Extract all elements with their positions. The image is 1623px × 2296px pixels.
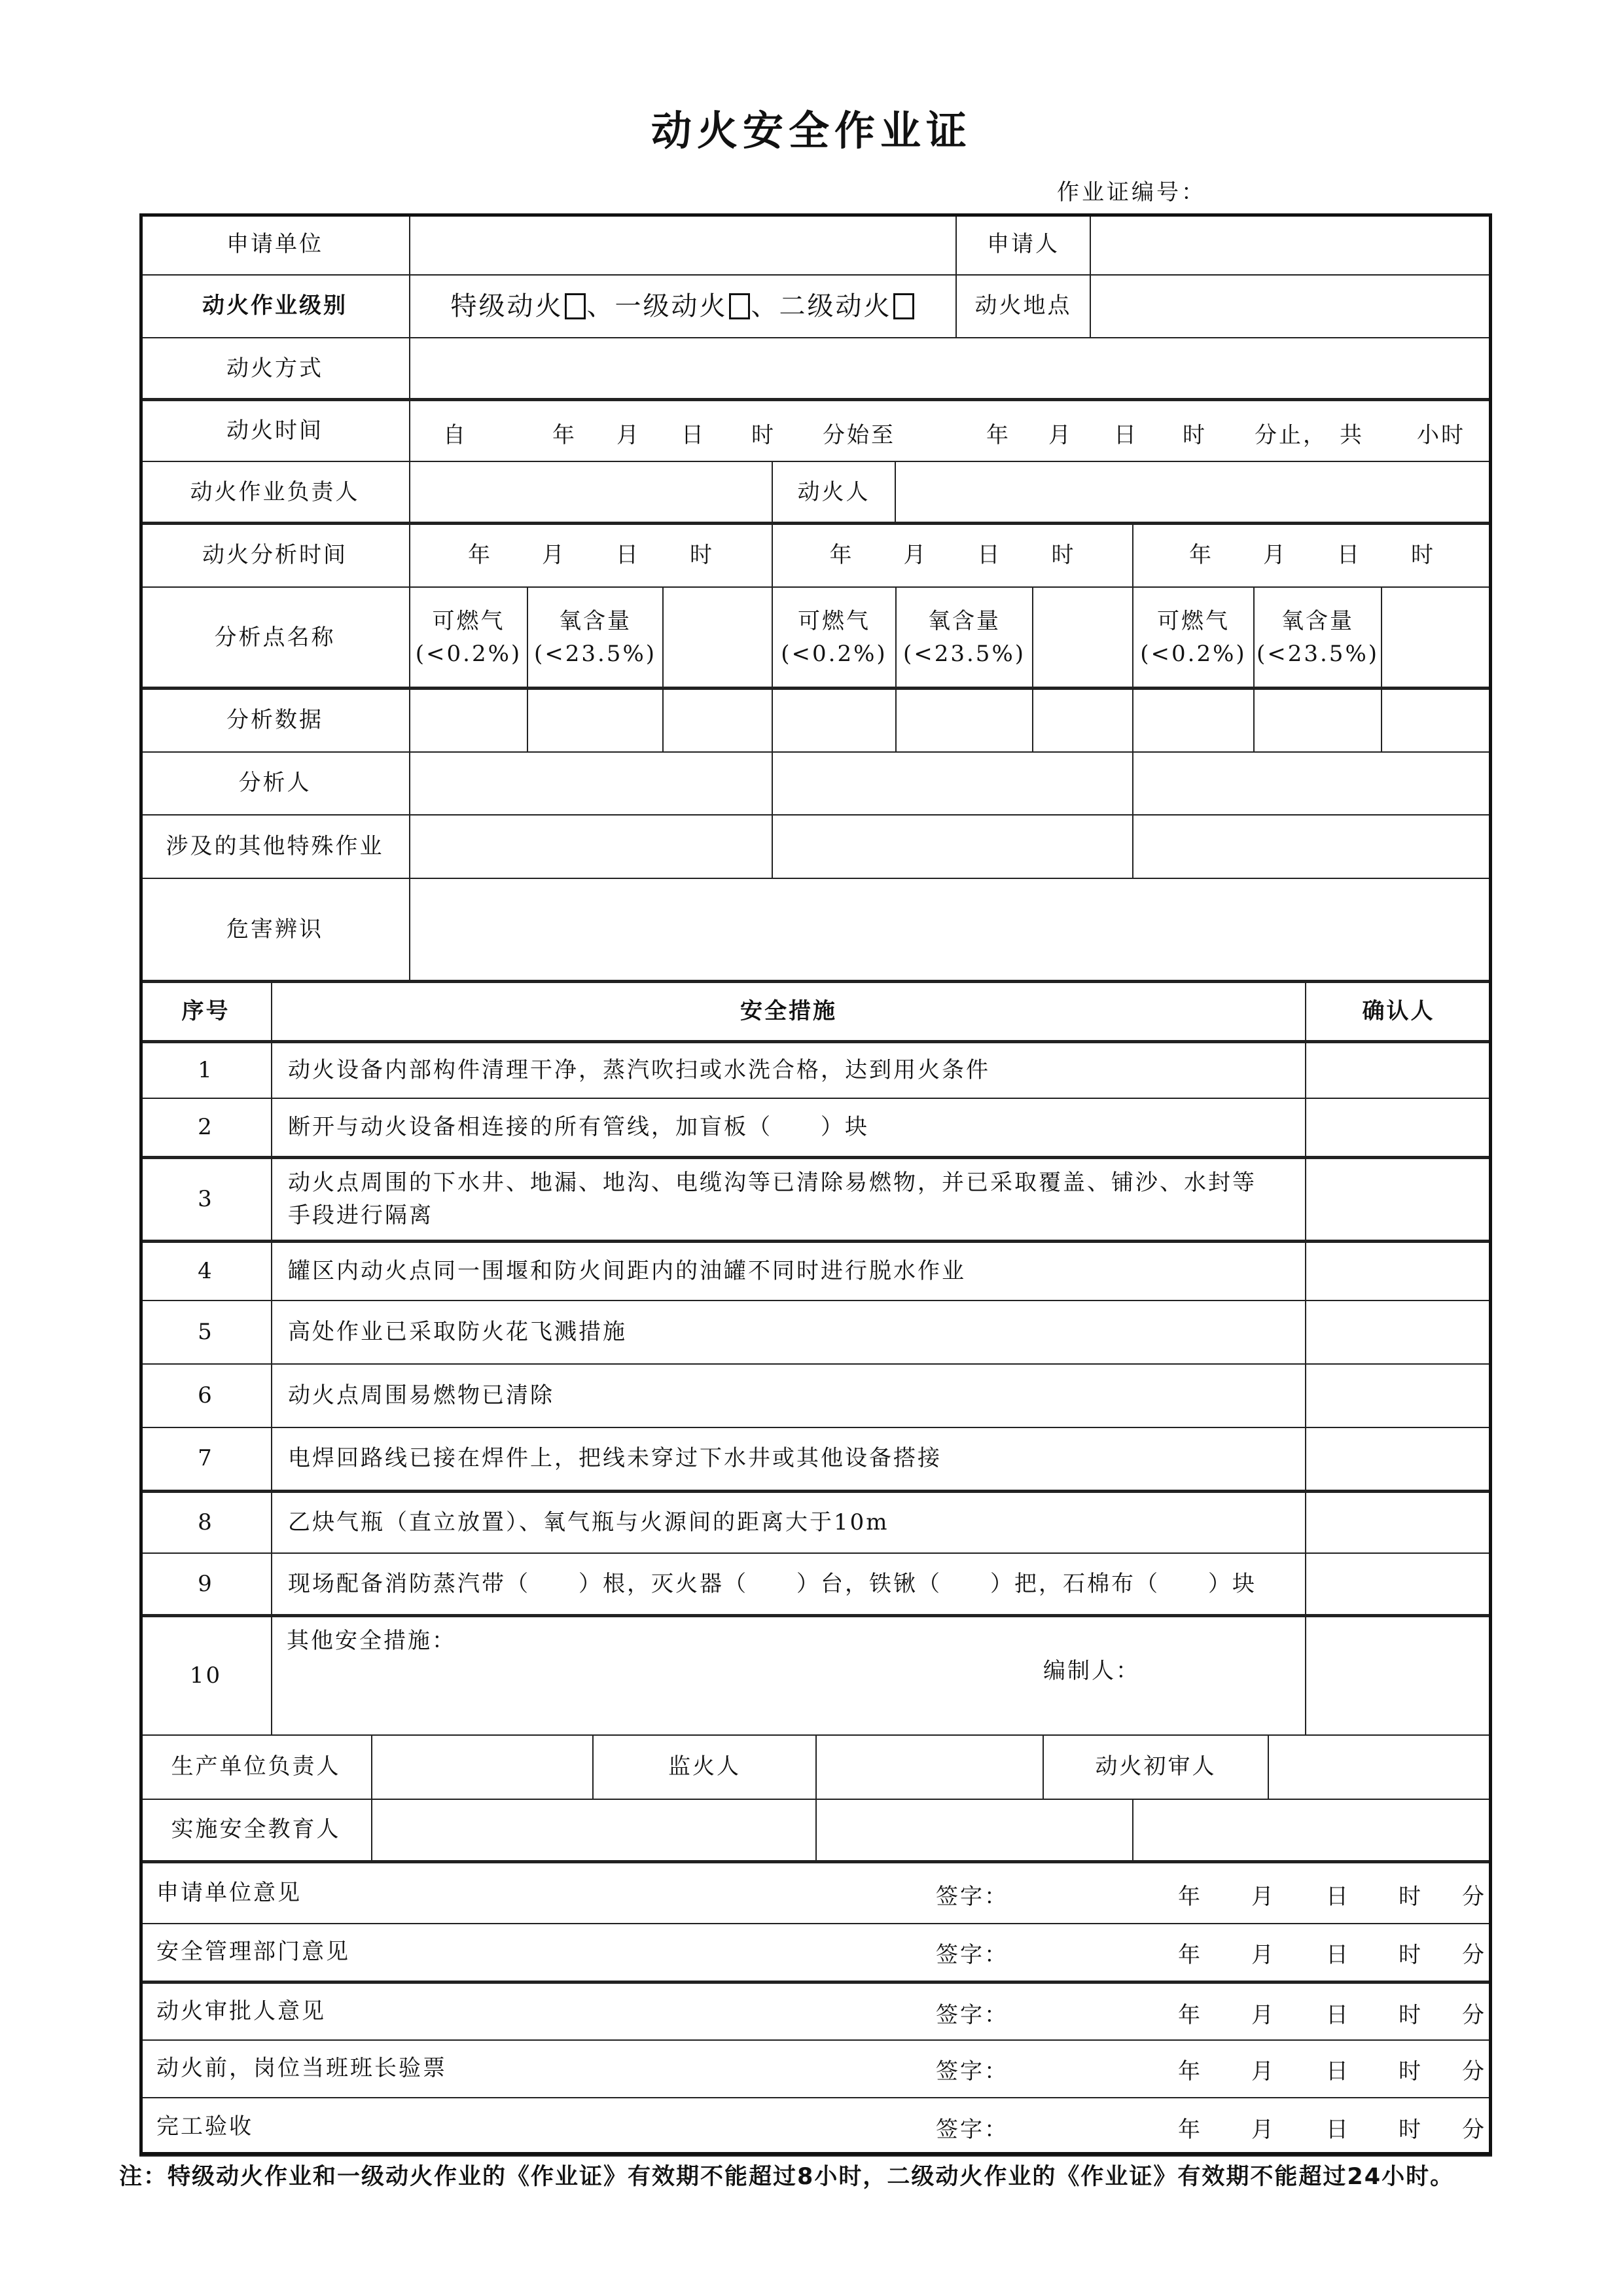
time-hours-unit: 小时: [1417, 422, 1465, 448]
analysis-data-field[interactable]: [895, 687, 1033, 753]
level-option-special: 特级动火: [450, 291, 563, 321]
approval-row[interactable]: [139, 1981, 1492, 2041]
fire-level-label: 动火作业级别: [139, 274, 410, 338]
other-measures-field[interactable]: [271, 1614, 1306, 1736]
measure-text: 电焊回路线已接在焊件上，把线未穿过下水井或其他设备搭接: [271, 1427, 1306, 1491]
time-total: 共: [1340, 422, 1364, 448]
approval-row[interactable]: [139, 1860, 1492, 1924]
safety-educator-field-3[interactable]: [1132, 1799, 1492, 1861]
approval-label: 动火前，岗位当班班长验票: [156, 2055, 447, 2082]
safety-educator-field-2[interactable]: [815, 1799, 1133, 1861]
fire-watcher-field[interactable]: [815, 1734, 1044, 1800]
analysis-time-field-3[interactable]: [1132, 522, 1492, 588]
date-part: 时: [1399, 2058, 1423, 2085]
at2-day: 日: [977, 542, 1002, 569]
measure-no: 1: [139, 1040, 272, 1099]
at1-hour: 时: [690, 542, 714, 569]
sign-label: 签字：: [936, 2002, 1008, 2028]
measure-confirmer[interactable]: [1305, 1490, 1492, 1554]
time-from: 自: [443, 422, 467, 448]
col-header-no: 序号: [139, 980, 272, 1041]
combustible-header-2: [772, 586, 897, 689]
applicant-field[interactable]: [1090, 213, 1492, 276]
measure-no: 2: [139, 1098, 272, 1157]
measure-confirmer[interactable]: [1305, 1040, 1492, 1099]
analysis-data-field[interactable]: [1253, 687, 1382, 753]
analyst-field-3[interactable]: [1132, 751, 1492, 816]
date-part: 分: [1462, 2116, 1486, 2143]
oxygen-header-3: [1253, 586, 1382, 689]
approval-row[interactable]: [139, 2039, 1492, 2098]
oxygen-label: 氧含量: [1281, 608, 1354, 635]
measure-no: 5: [139, 1300, 272, 1365]
combustible-limit: (<0.2%): [781, 640, 887, 667]
approval-row[interactable]: [139, 1923, 1492, 1982]
preliminary-reviewer-label: 动火初审人: [1043, 1734, 1269, 1800]
other-work-label: 涉及的其他特殊作业: [139, 814, 410, 879]
at3-day: 日: [1337, 542, 1361, 569]
at2-hour: 时: [1051, 542, 1076, 569]
measure-no: 6: [139, 1363, 272, 1428]
point-extra-3[interactable]: [1381, 586, 1492, 689]
approval-row[interactable]: [139, 2097, 1492, 2157]
measure-no: 9: [139, 1552, 272, 1617]
oxygen-label: 氧含量: [559, 608, 632, 635]
checkbox-second[interactable]: [893, 293, 914, 319]
measure-text: 动火设备内部构件清理干净，蒸汽吹扫或水洗合格，达到用火条件: [271, 1040, 1306, 1099]
production-leader-field[interactable]: [371, 1734, 594, 1800]
fire-watcher-label: 监火人: [592, 1734, 817, 1800]
date-part: 分: [1462, 1884, 1486, 1910]
at1-month: 月: [542, 542, 566, 569]
applicant-unit-label: 申请单位: [139, 213, 410, 276]
operator-field[interactable]: [895, 461, 1492, 524]
analysis-time-field-2[interactable]: [772, 522, 1133, 588]
sign-label: 签字：: [936, 2116, 1008, 2143]
combustible-limit: (<0.2%): [415, 640, 522, 667]
time-day: 日: [681, 422, 705, 448]
time-label: 动火时间: [139, 398, 410, 462]
measure-no: 7: [139, 1427, 272, 1491]
measure-text: 高处作业已采取防火花飞溅措施: [271, 1300, 1306, 1365]
measure-no: 8: [139, 1490, 272, 1554]
oxygen-header-2: [895, 586, 1033, 689]
analysis-data-field[interactable]: [527, 687, 664, 753]
other-work-field-1[interactable]: [409, 814, 773, 879]
date-part: 年: [1178, 2002, 1202, 2028]
date-part: 日: [1326, 2058, 1350, 2085]
location-field[interactable]: [1090, 274, 1492, 338]
page-title: 动火安全作业证: [651, 107, 972, 154]
method-label: 动火方式: [139, 337, 410, 401]
combustible-limit: (<0.2%): [1140, 640, 1247, 667]
level-option-first: 一级动火: [615, 291, 728, 321]
date-part: 分: [1462, 1942, 1486, 1968]
sign-label: 签字：: [936, 1884, 1008, 1910]
measure-text: 断开与动火设备相连接的所有管线，加盲板（ ）块: [271, 1098, 1306, 1157]
time-end-month: 月: [1048, 422, 1073, 448]
measure-text: 动火点周围的下水井、地漏、地沟、电缆沟等已清除易燃物，并已采取覆盖、铺沙、水封等手段进行隔离: [271, 1156, 1306, 1241]
approval-label: 动火审批人意见: [156, 1998, 326, 2024]
date-part: 年: [1178, 1884, 1202, 1910]
other-work-field-3[interactable]: [1132, 814, 1492, 879]
oxygen-limit: (<23.5%): [1256, 640, 1380, 667]
date-part: 月: [1251, 1942, 1275, 1968]
date-part: 日: [1326, 1884, 1350, 1910]
date-part: 时: [1399, 2002, 1423, 2028]
approval-label: 完工验收: [156, 2113, 253, 2140]
date-part: 年: [1178, 1942, 1202, 1968]
measure-text: 乙炔气瓶（直立放置）、氧气瓶与火源间的距离大于10m: [271, 1490, 1306, 1554]
combustible-label: 可燃气: [798, 608, 870, 635]
compiler-label: 编制人：: [1043, 1658, 1140, 1684]
time-end-day: 日: [1114, 422, 1138, 448]
date-part: 时: [1399, 1942, 1423, 1968]
time-start-to: 分始至: [823, 422, 895, 448]
time-year: 年: [552, 422, 577, 448]
analysis-point-label: 分析点名称: [139, 586, 410, 689]
measure-confirm-10[interactable]: [1305, 1614, 1492, 1736]
measure-confirmer[interactable]: [1305, 1156, 1492, 1241]
at3-year: 年: [1189, 542, 1213, 569]
measure-no-10: 10: [139, 1614, 272, 1736]
approval-label: 申请单位意见: [156, 1879, 302, 1906]
combustible-label: 可燃气: [432, 608, 505, 635]
analyst-field-1[interactable]: [409, 751, 773, 816]
measure-confirmer[interactable]: [1305, 1098, 1492, 1157]
applicant-unit-field[interactable]: [409, 213, 957, 276]
time-end-minute: 分止，: [1255, 422, 1327, 448]
time-end-hour: 时: [1183, 422, 1207, 448]
measure-confirmer[interactable]: [1305, 1427, 1492, 1491]
safety-educator-label: 实施安全教育人: [139, 1799, 372, 1861]
combustible-header-1: [409, 586, 528, 689]
sign-label: 签字：: [936, 1942, 1008, 1968]
point-extra-1[interactable]: [662, 586, 773, 689]
analysis-time-label: 动火分析时间: [139, 522, 410, 588]
date-part: 时: [1399, 2116, 1423, 2143]
analyst-label: 分析人: [139, 751, 410, 816]
measure-text: 现场配备消防蒸汽带（ ）根，灭火器（ ）台，铁锹（ ）把，石棉布（ ）块: [271, 1552, 1306, 1617]
analyst-field-2[interactable]: [772, 751, 1133, 816]
footnote: 注：特级动火作业和一级动火作业的《作业证》有效期不能超过8小时，二级动火作业的《作业证》有效期不能超过24小时。: [119, 2164, 1455, 2190]
at1-year: 年: [468, 542, 492, 569]
date-part: 时: [1399, 1884, 1423, 1910]
date-part: 分: [1462, 2002, 1486, 2028]
approval-label: 安全管理部门意见: [156, 1939, 350, 1965]
date-part: 年: [1178, 2116, 1202, 2143]
analysis-data-field[interactable]: [772, 687, 897, 753]
at3-month: 月: [1263, 542, 1287, 569]
analysis-time-field-1[interactable]: [409, 522, 773, 588]
point-extra-2[interactable]: [1032, 586, 1133, 689]
oxygen-label: 氧含量: [928, 608, 1001, 635]
leader-label: 动火作业负责人: [139, 461, 410, 524]
at2-year: 年: [829, 542, 854, 569]
time-end-year: 年: [986, 422, 1010, 448]
analysis-data-field[interactable]: [1381, 687, 1492, 753]
measure-no: 3: [139, 1156, 272, 1241]
time-field[interactable]: [409, 398, 1492, 462]
at2-month: 月: [903, 542, 928, 569]
analysis-data-label: 分析数据: [139, 687, 410, 753]
preliminary-reviewer-field[interactable]: [1268, 1734, 1492, 1800]
date-part: 月: [1251, 2058, 1275, 2085]
leader-field[interactable]: [409, 461, 773, 524]
oxygen-limit: (<23.5%): [902, 640, 1026, 667]
measure-confirmer[interactable]: [1305, 1363, 1492, 1428]
other-work-field-2[interactable]: [772, 814, 1133, 879]
combustible-label: 可燃气: [1157, 608, 1230, 635]
safety-educator-field-1[interactable]: [371, 1799, 817, 1861]
operator-label: 动火人: [772, 461, 896, 524]
oxygen-limit: (<23.5%): [533, 640, 657, 667]
col-header-measure: 安全措施: [271, 980, 1306, 1041]
at1-day: 日: [616, 542, 640, 569]
date-part: 月: [1251, 2002, 1275, 2028]
date-part: 日: [1326, 2002, 1350, 2028]
level-option-second: 二级动火: [779, 291, 892, 321]
checkbox-special[interactable]: [565, 293, 586, 319]
measure-confirmer[interactable]: [1305, 1240, 1492, 1301]
combustible-header-3: [1132, 586, 1255, 689]
date-part: 月: [1251, 1884, 1275, 1910]
location-label: 动火地点: [955, 274, 1091, 338]
measure-no: 4: [139, 1240, 272, 1301]
analysis-data-field[interactable]: [662, 687, 773, 753]
analysis-data-field[interactable]: [409, 687, 528, 753]
applicant-label: 申请人: [955, 213, 1091, 276]
time-hour: 时: [751, 422, 776, 448]
production-leader-label: 生产单位负责人: [139, 1734, 372, 1800]
method-field[interactable]: [409, 337, 1492, 401]
time-month: 月: [616, 422, 641, 448]
hazard-field[interactable]: [409, 878, 1492, 982]
fire-level-options: 特级动火 、 一级动火 、 二级动火: [409, 274, 957, 338]
date-part: 年: [1178, 2058, 1202, 2085]
analysis-data-field[interactable]: [1132, 687, 1255, 753]
measure-confirmer[interactable]: [1305, 1300, 1492, 1365]
measure-confirmer[interactable]: [1305, 1552, 1492, 1617]
measure-text: 动火点周围易燃物已清除: [271, 1363, 1306, 1428]
measure-text: 罐区内动火点同一围堰和防火间距内的油罐不同时进行脱水作业: [271, 1240, 1306, 1301]
sign-label: 签字：: [936, 2058, 1008, 2085]
col-header-confirm: 确认人: [1305, 980, 1492, 1041]
date-part: 日: [1326, 2116, 1350, 2143]
date-part: 分: [1462, 2058, 1486, 2085]
oxygen-header-1: [527, 586, 664, 689]
other-measures-label: 其他安全措施：: [287, 1628, 456, 1654]
date-part: 月: [1251, 2116, 1275, 2143]
permit-number-label: 作业证编号：: [1057, 179, 1206, 206]
date-part: 日: [1326, 1942, 1350, 1968]
at3-hour: 时: [1411, 542, 1435, 569]
analysis-data-field[interactable]: [1032, 687, 1133, 753]
hazard-label: 危害辨识: [139, 878, 410, 982]
checkbox-first[interactable]: [729, 293, 750, 319]
